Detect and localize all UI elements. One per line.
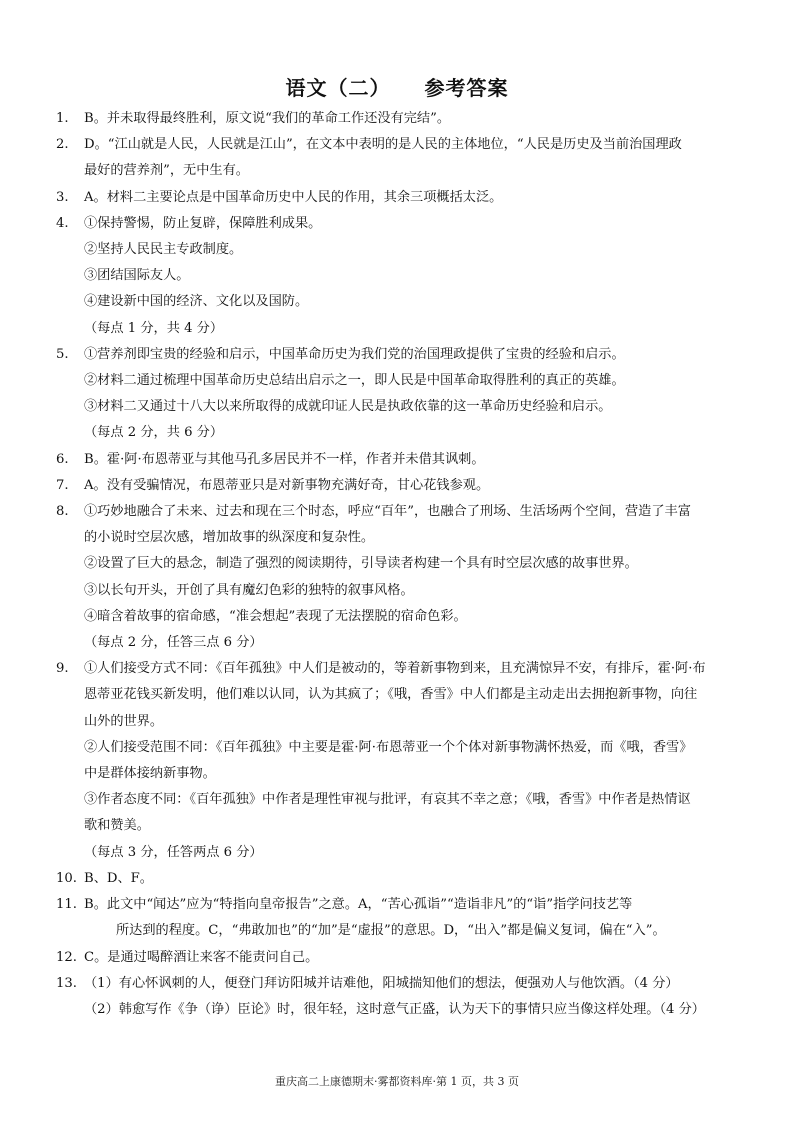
title-main: 语文（二） [285, 76, 391, 100]
answer-item-1 [56, 106, 740, 132]
item-line: B。霍·阿·布恩蒂亚与其他马孔多居民并不一样，作者并未借其讽刺。 [84, 451, 485, 467]
item-line: A。没有受骗情况，布恩蒂亚只是对新事物充满好奇，甘心花钱参观。 [84, 477, 490, 493]
item-line: 的小说时空层次感，增加故事的纵深度和复杂性。 [84, 530, 375, 546]
item-number: 4. [56, 215, 69, 231]
item-line: ①巧妙地融合了未来、过去和现在三个时态，呼应“百年”，也融合了刑场、生活场两个空间，营造了丰富 [84, 504, 691, 520]
item-line: 中是群体接纳新事物。 [84, 766, 216, 782]
score-note: （每点 2 分，任答三点 6 分） [84, 635, 263, 651]
item-line: B。并未取得最终胜利，原文说“我们的革命工作还没有完结”。 [84, 111, 451, 126]
item-line: ②坚持人民民主专政制度。 [84, 242, 243, 258]
answer-item-10 [56, 866, 740, 892]
answer-item-2 [56, 132, 740, 184]
item-number: 10. [56, 870, 77, 886]
answer-item-9 [56, 656, 740, 866]
item-line: ②设置了巨大的悬念，制造了强烈的阅读期待，引导读者构建一个具有时空层次感的故事世界。 [84, 556, 638, 572]
item-number: 1. [56, 111, 69, 126]
item-line: 所达到的程度。C，“弗敢加也”的“加”是“虚报”的意思。D，“出入”都是偏义复词，偏在“入”。 [116, 923, 666, 939]
answer-item-5 [56, 342, 740, 447]
item-number: 12. [56, 949, 77, 965]
item-number: 8. [56, 504, 69, 520]
page-title [0, 72, 794, 101]
item-line: A。材料二主要论点是中国革命历史中人民的作用，其余三项概括太泛。 [84, 189, 503, 205]
item-line: ④建设新中国的经济、文化以及国防。 [84, 294, 309, 310]
item-line: B、D、F。 [84, 870, 153, 886]
answer-list [56, 106, 740, 1023]
item-number: 11. [56, 897, 77, 913]
item-line: （1）有心怀讽刺的人，便登门拜访阳城并诘难他，阳城揣知他们的想法，便强劝人与他饮酒。（4 分） [84, 975, 679, 991]
item-number: 9. [56, 661, 69, 677]
item-number: 7. [56, 477, 69, 493]
item-line: 山外的世界。 [84, 713, 164, 729]
item-number: 3. [56, 189, 69, 205]
item-line: ②材料二通过梳理中国革命历史总结出启示之一，即人民是中国革命取得胜利的真正的英雄。 [84, 373, 625, 389]
answer-item-11 [56, 892, 740, 944]
item-line: ③团结国际友人。 [84, 268, 190, 284]
item-number: 2. [56, 137, 69, 153]
item-line: ②人们接受范围不同：《百年孤独》中主要是霍·阿·布恩蒂亚一个个体对新事物满怀热爱，而《哦，香雪》 [84, 739, 693, 755]
answer-item-7 [56, 473, 740, 499]
item-number: 6. [56, 451, 69, 467]
item-line: 恩蒂亚花钱买新发明，他们难以认同，认为其疯了；《哦，香雪》中人们都是主动走出去拥抱新事物，向往 [84, 687, 698, 703]
item-line: 歌和赞美。 [84, 818, 150, 834]
page-footer: 重庆高二上康德期末·雾都资料库·第 1 页，共 3 页 [275, 1075, 519, 1088]
item-line: D。“江山就是人民，人民就是江山”，在文本中表明的是人民的主体地位，“人民是历史及当前治国理政 [84, 137, 682, 153]
item-line: （2）韩愈写作《争（诤）臣论》时，很年轻，这时意气正盛，认为天下的事情只应当像这样处理。（4 分） [84, 1001, 705, 1017]
answer-item-6 [56, 447, 740, 473]
answer-item-13 [56, 971, 740, 1023]
answer-item-12 [56, 945, 740, 971]
item-line: ①保持警惕，防止复辟，保障胜利成果。 [84, 215, 322, 231]
answer-item-4 [56, 211, 740, 342]
item-line: B。此文中“闻达”应为“特指向皇帝报告”之意。A，“苦心孤诣”“造诣非凡”的“诣”指学问技艺等 [84, 897, 633, 913]
score-note: （每点 1 分，共 4 分） [84, 320, 224, 336]
score-note: （每点 3 分，任答两点 6 分） [84, 844, 263, 860]
item-number: 5. [56, 346, 69, 362]
title-sub: 参考答案 [424, 76, 509, 100]
item-line: ①营养剂即宝贵的经验和启示，中国革命历史为我们党的治国理政提供了宝贵的经验和启示。 [84, 346, 625, 362]
answer-item-8 [56, 499, 740, 656]
answer-item-3 [56, 185, 740, 211]
item-line: C。是通过喝醉酒让来客不能责问自己。 [84, 949, 319, 965]
score-note: （每点 2 分，共 6 分） [84, 425, 224, 441]
item-line: 最好的营养剂”，无中生有。 [84, 163, 249, 179]
item-line: ③材料二又通过十八大以来所取得的成就印证人民是执政依靠的这一革命历史经验和启示。 [84, 399, 612, 415]
item-line: ③作者态度不同：《百年孤独》中作者是理性审视与批评，有哀其不幸之意；《哦，香雪》中作者是热情讴 [84, 792, 691, 808]
item-line: ①人们接受方式不同：《百年孤独》中人们是被动的，等着新事物到来，且充满惊异不安，有排斥，霍·阿·布 [84, 661, 706, 677]
item-line: ③以长句开头，开创了具有魔幻色彩的独特的叙事风格。 [84, 582, 414, 598]
item-number: 13. [56, 975, 77, 991]
item-line: ④暗含着故事的宿命感，“准会想起”表现了无法摆脱的宿命色彩。 [84, 608, 467, 624]
